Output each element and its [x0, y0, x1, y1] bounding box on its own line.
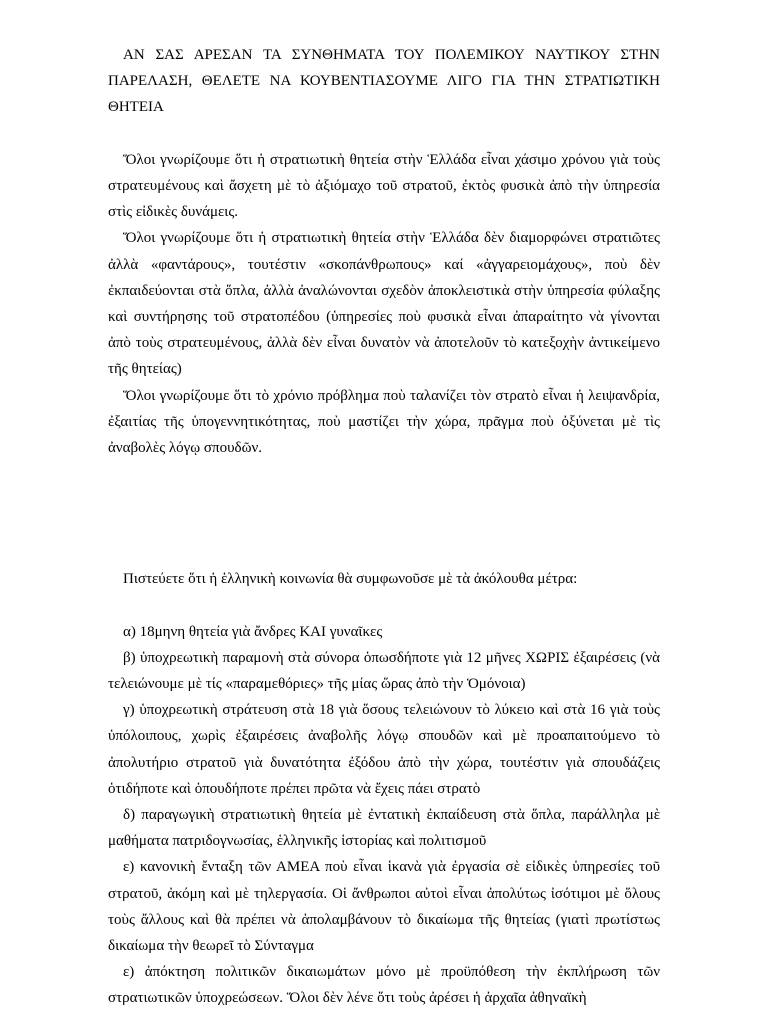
- intro-paragraph: Ὅλοι γνωρίζουμε ὅτι τὸ χρόνιο πρόβλημα ποὺ ταλανίζει τὸν στρατὸ εἶναι ἡ λειψανδρία, ἐξαιτίας τῆς ὑπογεννητικότητας, ποὺ μαστίζει τὴν χώρα, πρᾶγμα ποὺ ὀξύνεται μὲ τὶς ἀναβολὲς λόγῳ σπουδῶν.: [108, 387, 660, 457]
- measure-item: ε) κανονικὴ ἔνταξη τῶν ΑΜΕΑ ποὺ εἶναι ἱκανὰ γιὰ ἐργασία σὲ εἰδικὲς ὑπηρεσίες τοῦ στρατοῦ, ἀκόμη καὶ μὲ τηλεργασία. Οἱ ἄνθρωποι αὐτοὶ εἶναι ἀπολύτως ἰσότιμοι μὲ ὅλους τοὺς ἄλλους καὶ θὰ πρέπει νὰ ἀπολαμβάνουν τὸ δικαίωμα τῆς θητείας (γιατὶ πρωτίστως δικαίωμα τὴν θεωρεῖ τὸ Σύνταγμα: [108, 859, 660, 955]
- measure-item: ε) ἀπόκτηση πολιτικῶν δικαιωμάτων μόνο μὲ προϋπόθεση τὴν ἐκπλήρωση τῶν στρατιωτικῶν ὑποχρεώσεων. Ὅλοι δὲν λένε ὅτι τοὺς ἀρέσει ἡ ἀρχαῖα ἀθηναϊκὴ: [108, 964, 660, 1007]
- measure-item: α) 18μηνη θητεία γιὰ ἄνδρες ΚΑΙ γυναῖκες: [123, 623, 383, 640]
- blank-line: [108, 592, 660, 618]
- measure-item: γ) ὑποχρεωτικὴ στράτευση στὰ 18 γιὰ ὅσους τελειώνουν τὸ λύκειο καὶ στὰ 16 γιὰ τοὺς ὑπόλοιπους, χωρὶς ἐξαιρέσεις ἀναβολῆς λόγῳ σπουδῶν καὶ μὲ προαπαιτούμενο τὸ ἀπολυτήριο στρατοῦ γιὰ δυνατότητα ἐξόδου ἀπὸ τὴν χώρα, τουτέστιν γιὰ σπουδάζεις ὁτιδήποτε καὶ ὁπουδήποτε πρέπει πρῶτα νὰ ἔχεις πάει στρατὸ: [108, 702, 660, 797]
- intro-paragraph: Ὅλοι γνωρίζουμε ὅτι ἡ στρατιωτικὴ θητεία στὴν Ἑλλάδα εἶναι χάσιμο χρόνου γιὰ τοὺς στρατευμένους καὶ ἄσχετη μὲ τὸ ἀξιόμαχο τοῦ στρατοῦ, ἐκτὸς φυσικὰ ἀπὸ τὴν ὑπηρεσία στὶς εἰδικὲς δυνάμεις.: [108, 151, 660, 221]
- document-page: [108, 42, 660, 1012]
- measure-item: δ) παραγωγικὴ στρατιωτικὴ θητεία μὲ ἐντατικὴ ἐκπαίδευση στὰ ὅπλα, παράλληλα μὲ μαθήματα πατριδογνωσίας, ἑλληνικῆς ἱστορίας καὶ πολιτισμοῦ: [108, 807, 660, 850]
- intro-paragraph: Ὅλοι γνωρίζουμε ὅτι ἡ στρατιωτικὴ θητεία στὴν Ἑλλάδα δὲν διαμορφώνει στρατιῶτες ἀλλὰ «φαντάρους», τουτέστιν «σκοπάνθρωπους» καί «ἀγγαρειομάχους», ποὺ δὲν ἐκπαιδεύονται στὰ ὅπλα, ἀλλὰ ἀναλώνονται σχεδὸν ἀποκλειστικὰ στὴν ὑπηρεσία φύλαξης καὶ συντήρησης τοῦ στρατοπέδου (ὑπηρεσίες ποὺ φυσικὰ εἶναι ἀπαραίτητο νὰ γίνονται ἀπὸ τοὺς στρατευμένους, ἀλλὰ δὲν εἶναι δυνατὸν νὰ ἀποτελοῦν τὸ κατεξοχὴν ἀντικείμενο τῆς θητείας): [108, 230, 660, 378]
- measure-item: β) ὑποχρεωτικὴ παραμονὴ στὰ σύνορα ὁπωσδήποτε γιὰ 12 μῆνες ΧΩΡΙΣ ἐξαιρέσεις (νὰ τελειώνουμε μὲ τίς «παραμεθόριες» τῆς μίας ὥρας ἀπὸ τὴν Ὁμόνοια): [108, 649, 660, 693]
- question-line: Πιστεύετε ὅτι ἡ ἑλληνικὴ κοινωνία θὰ συμφωνοῦσε μὲ τὰ ἀκόλουθα μέτρα:: [123, 571, 578, 588]
- document-heading: ΑΝ ΣΑΣ ΑΡΕΣΑΝ ΤΑ ΣΥΝΘΗΜΑΤΑ ΤΟΥ ΠΟΛΕΜΙΚΟΥ ΝΑΥΤΙΚΟΥ ΣΤΗΝ ΠΑΡΕΛΑΣΗ, ΘΕΛΕΤΕ ΝΑ ΚΟΥΒΕΝΤΙΑΣΟΥΜΕ ΛΙΓΟ ΓΙΑ ΤΗΝ ΣΤΡΑΤΙΩΤΙΚΗ ΘΗΤΕΙΑ: [108, 47, 660, 116]
- blank-space: [108, 461, 660, 566]
- blank-line: [108, 121, 660, 147]
